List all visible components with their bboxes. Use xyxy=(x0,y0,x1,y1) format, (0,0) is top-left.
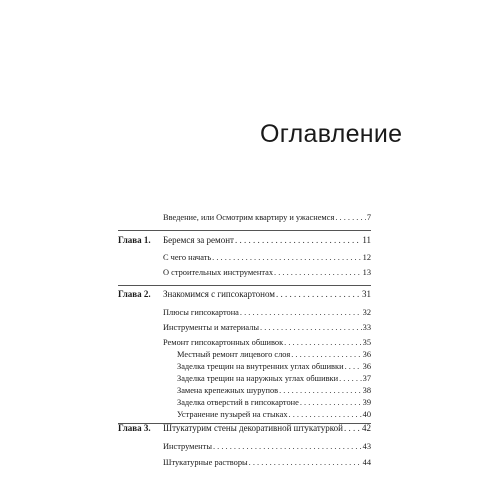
toc-leader-dots xyxy=(212,251,361,264)
toc-entry: О строительных инструментах . . . 13 xyxy=(163,266,371,279)
toc-subentry: Устранение пузырей на стыках . . . 40 xyxy=(177,408,371,421)
toc-chapter-title: Штукатурим стены декоративной штукатуркой . . . 42 xyxy=(163,422,371,435)
toc-leader-dots xyxy=(276,288,361,301)
chapter-label: Глава 2. xyxy=(118,289,151,299)
page-title: Оглавление xyxy=(260,120,403,148)
toc-entry-text: Введение, или Осмотрим квартиру и ужаснемся xyxy=(163,213,335,222)
toc-entry: Инструменты . . . 43 xyxy=(163,440,371,453)
toc-leader-dots xyxy=(274,266,362,279)
toc-chapter-title: Знакомимся с гипсокартоном . . . 31 xyxy=(163,288,371,301)
chapter-divider xyxy=(118,230,371,231)
toc-subentry: Заделка трещин на внутренних углах обшивки . . . 36 xyxy=(177,360,371,373)
chapter-label: Глава 1. xyxy=(118,235,151,245)
toc-entry-page: 7 xyxy=(366,213,371,222)
toc-leader-dots xyxy=(240,306,362,319)
toc-chapter-title: Беремся за ремонт . . . 11 xyxy=(163,234,371,247)
toc-leader-dots xyxy=(344,422,361,435)
chapter-label: Глава 3. xyxy=(118,423,151,433)
toc-subentry: Местный ремонт лицевого слоя . . . 36 xyxy=(177,348,371,361)
toc-leader-dots xyxy=(249,456,362,469)
toc-subentry: Замена крепежных шурупов . . . 38 xyxy=(177,384,371,397)
chapter-divider xyxy=(118,285,371,286)
toc-leader-dots xyxy=(260,321,362,334)
toc-entry: Штукатурные растворы . . . 44 xyxy=(163,456,371,469)
toc-leader-dots xyxy=(213,440,362,453)
toc-entry: Инструменты и материалы . . . 33 xyxy=(163,321,371,334)
toc-entry: С чего начать . . . 12 xyxy=(163,251,371,264)
toc-entry: Плюсы гипсокартона . . . 32 xyxy=(163,306,371,319)
toc-leader-dots xyxy=(335,211,366,224)
toc-entry: Ремонт гипсокартонных обшивок . . . 35 xyxy=(163,336,371,349)
toc-entry-intro xyxy=(163,211,371,224)
toc-leader-dots xyxy=(235,234,361,247)
toc-subentry: Заделка трещин на наружных углах обшивки . . . 37 xyxy=(177,372,371,385)
toc-subentry: Заделка отверстий в гипсокартоне . . . 39 xyxy=(177,396,371,409)
toc-leader-dots xyxy=(289,408,362,421)
